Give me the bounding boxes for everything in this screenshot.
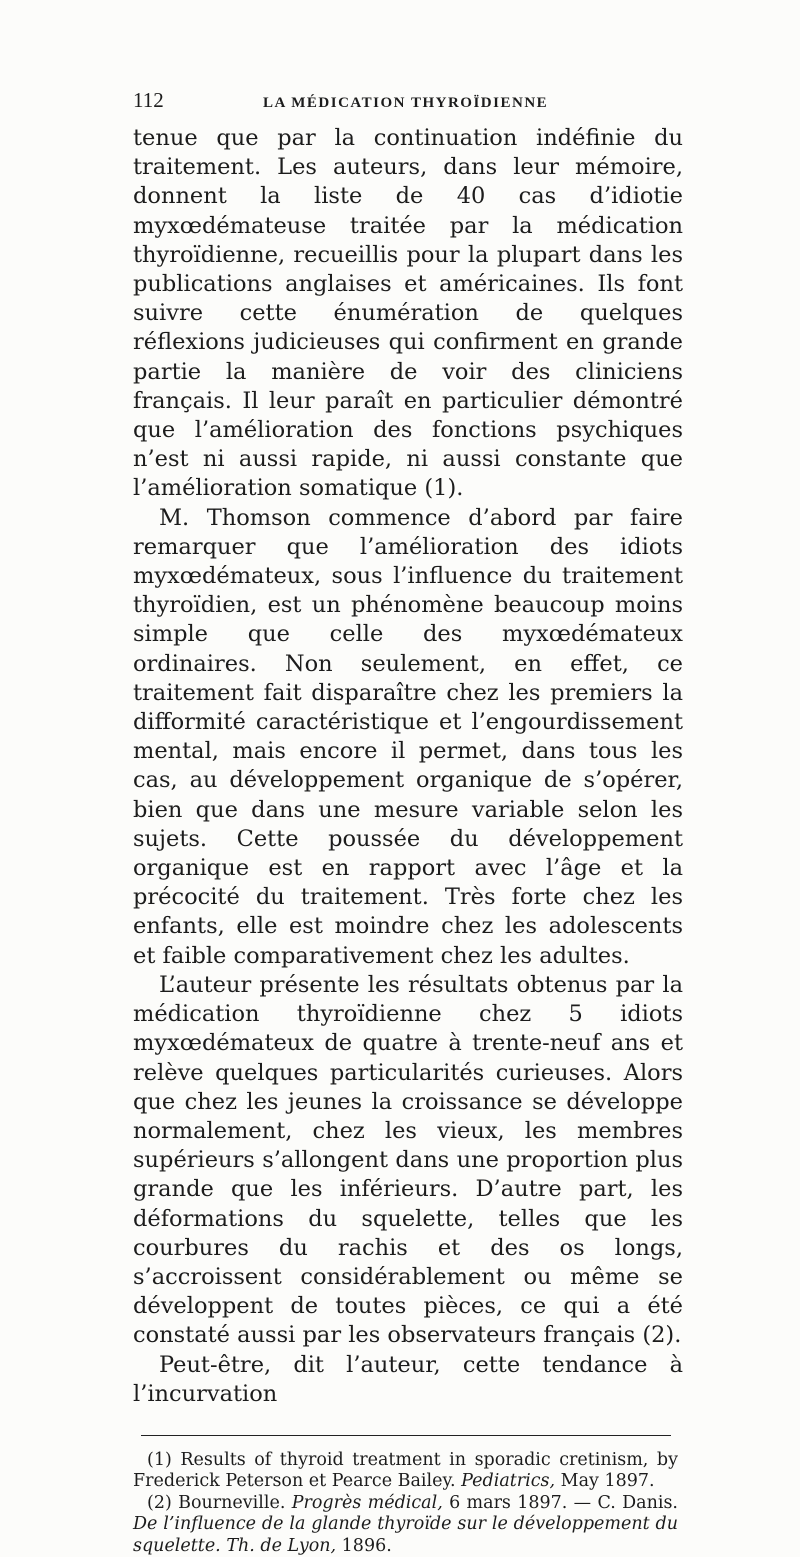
body-text [133, 124, 683, 1409]
paragraph-incurvation: Peut-être, dit l’auteur, cette tendance à l’incurvation [133, 1351, 683, 1407]
footnote-2-author: Bourneville. [178, 1492, 286, 1513]
footnote-2-year: 1896. [341, 1535, 392, 1556]
paragraph-thomson: M. Thomson commence d’abord par faire remarquer que l’amélioration des idiots myxœdémateux, sous l’influence du traitement thyroïdien, est un phénomène beaucoup moins simple que celle des myxœdémateux ordinaires. Non seulement, en effet, ce traitement fait disparaître chez les premiers la difformité caractéristique et l’engourdissement mental, mais encore il permet, dans tous les cas, au développement organique de s’opérer, bien que dans une mesure variable selon les sujets. Cette poussée du développement organique est en rapport avec l’âge et la précocité du traitement. Très forte chez les enfants, elle est moindre chez les adolescents et faible comparativement chez les adultes. [133, 504, 683, 969]
footnote-1 [133, 1450, 678, 1493]
footnote-divider [141, 1435, 671, 1436]
footnote-2 [133, 1493, 678, 1557]
footnote-1-date: May 1897. [560, 1471, 655, 1492]
footnote-2-place: Th. de Lyon, [226, 1535, 337, 1556]
running-head [133, 88, 683, 124]
book-page [133, 88, 683, 1557]
footnote-2-date: 6 mars 1897. — C. Danis. [449, 1492, 678, 1513]
paragraph-results: L’auteur présente les résultats obtenus par la médication thyroïdienne chez 5 idiots myxœdémateux de quatre à trente-neuf ans et relève quelques particularités curieuses. Alors que chez les jeunes la croissance se développe normalement, chez les vieux, les membres supérieurs s’allongent dans une proportion plus grande que les inférieurs. D’autre part, les déformations du squelette, telles que les courbures du rachis et des os longs, s’accroissent considérablement ou même se développent de toutes pièces, ce qui a été constaté aussi par les observateurs français (2). [133, 971, 683, 1349]
paragraph-continuation: tenue que par la continuation indéfinie du traitement. Les auteurs, dans leur mémoire, donnent la liste de 40 cas d’idiotie myxœdémateuse traitée par la médication thyroïdienne, recueillis pour la plupart dans les publications anglaises et américaines. Ils font suivre cette énumération de quelques réflexions judicieuses qui confirment en grande partie la manière de voir des cliniciens français. Il leur paraît en particulier démontré que l’amélioration des fonctions psychiques n’est ni aussi rapide, ni aussi constante que l’amélioration somatique (1). [133, 125, 683, 502]
footnote-2-title: De l’influence de la glande thyroïde sur le développement du squelette. [133, 1514, 678, 1556]
footnote-1-journal: Pediatrics, [461, 1471, 556, 1492]
footnotes [133, 1450, 678, 1557]
footnote-1-marker: (1) [147, 1449, 172, 1470]
footnote-1-text: Results of thyroid treatment in sporadic cretinism, by Frederick Peterson et Pearce Bailey. [133, 1449, 678, 1492]
footnote-2-journal: Progrès médical, [291, 1492, 443, 1513]
running-title: LA MÉDICATION THYROÏDIENNE [263, 95, 549, 111]
page-number: 112 [133, 88, 164, 112]
footnote-2-marker: (2) [147, 1492, 172, 1513]
